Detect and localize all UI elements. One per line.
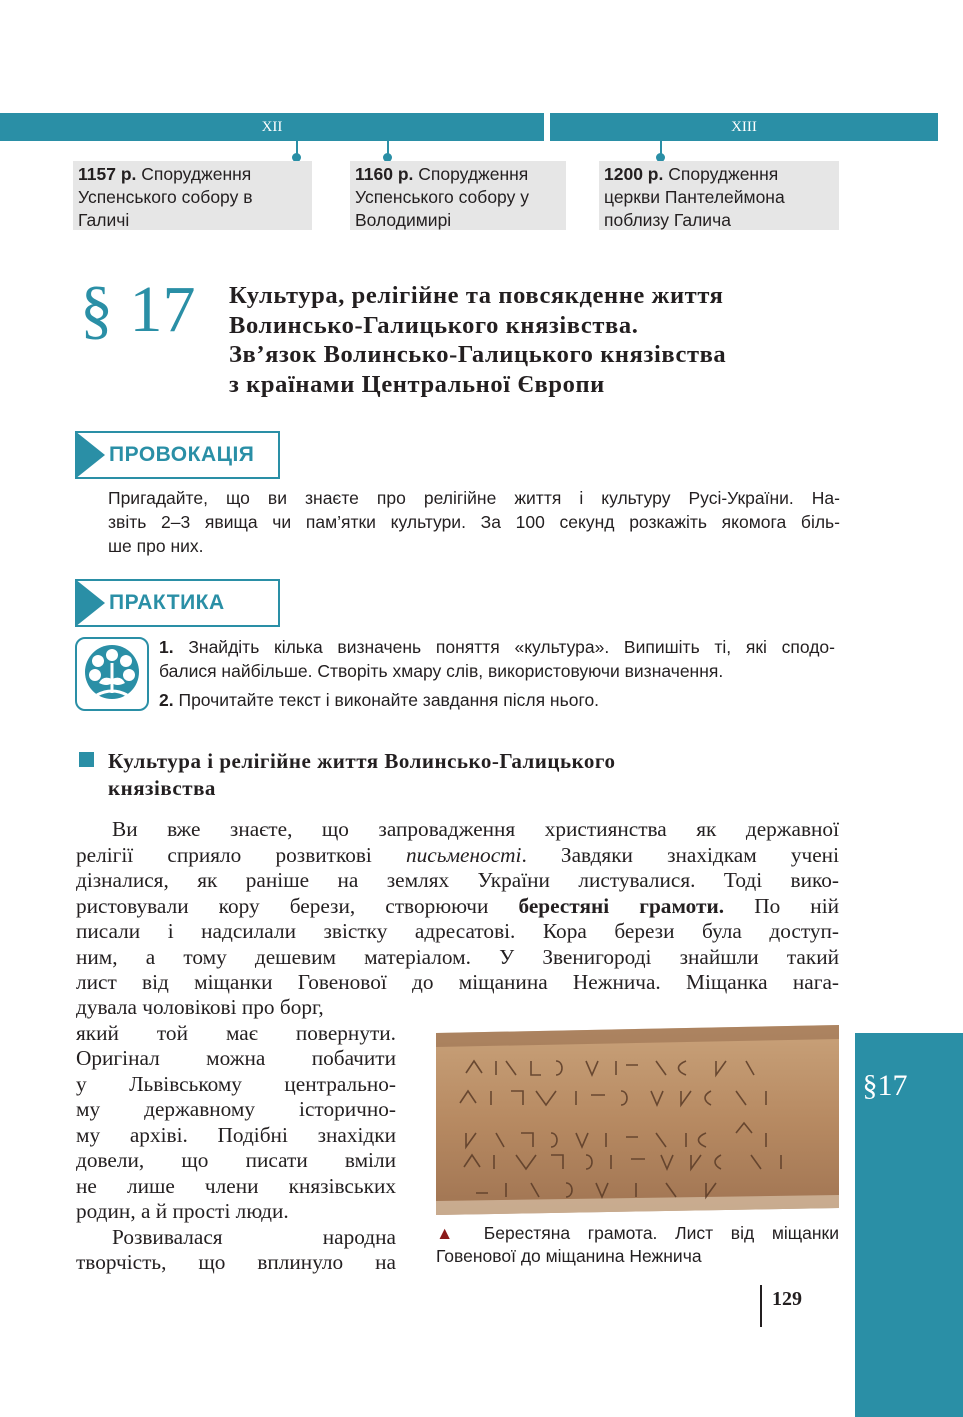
event-text: церкви Пантелеймона [604, 187, 785, 207]
body-line: Ви вже знаєте, що запровадження християнства як державної [112, 817, 839, 841]
body-line: Розвивалася народна [112, 1224, 396, 1249]
page-number-divider [760, 1285, 762, 1327]
body-line: писали і надсилали звістку адресатові. Кора берези була доступ- [76, 919, 839, 943]
body-line: дізналися, як раніше на землях України листувалися. Тоді вико- [76, 868, 839, 892]
practice-label-box [75, 579, 280, 627]
paragraph-number: § 17 [80, 273, 196, 346]
task-number: 2. [159, 690, 174, 710]
body-paragraph-1 [76, 817, 839, 996]
paragraph-title-line: Зв’язок Волинсько-Галицького князівства [229, 341, 727, 368]
body-line: довели, що писати вміли [76, 1148, 396, 1172]
practice-label: ПРАКТИКА [109, 591, 225, 614]
tree-of-knowledge-icon [75, 637, 149, 711]
timeline-event-1160 [350, 161, 566, 230]
body-line: Оригінал можна побачити [76, 1046, 396, 1070]
timeline-century-bar-right [550, 113, 938, 141]
century-label-left: XII [261, 119, 283, 135]
body-line: релігії сприяло розвиткові письменості. Завдяки знахідкам учені [76, 842, 839, 867]
event-year: 1200 р. [604, 164, 664, 184]
event-text: Володимирі [355, 210, 452, 230]
event-year: 1157 р. [78, 164, 137, 184]
body-line: му архіві. Подібні знахідки [76, 1122, 396, 1147]
arrow-flag-icon [75, 579, 105, 627]
event-text: Успенського собору в [78, 187, 253, 207]
body-line: дувала чоловікові про борг, [76, 995, 324, 1019]
provocation-line: звіть 2–3 явища чи пам’ятки культури. За 100 секунд розкажіть якомога біль- [108, 512, 840, 532]
body-line: творчість, що вплинуло на [76, 1250, 396, 1274]
century-label-right: XIII [731, 119, 757, 135]
event-text: Спорудження [668, 164, 779, 184]
arrow-flag-icon [75, 431, 105, 479]
body-line: не лише члени князівських [76, 1173, 396, 1198]
paragraph-title-line: Волинсько-Галицького князівства. [229, 311, 639, 339]
subsection-title: Культура і релігійне життя Волинсько-Галицького князівства [108, 749, 616, 800]
timeline-event-1200 [599, 161, 839, 230]
paragraph-title [229, 281, 849, 399]
birch-bark-letter-image [436, 1025, 839, 1215]
side-tab-label: §17 [862, 1069, 908, 1102]
timeline-century-bar-left [0, 113, 544, 141]
provocation-label: ПРОВОКАЦІЯ [109, 443, 255, 466]
practice-task-1-line2: балися найбільше. Створіть хмару слів, використовуючи визначення. [159, 661, 724, 681]
up-arrow-icon: ▲ [436, 1223, 467, 1243]
paragraph-title-line: з країнами Центральної Європи [229, 370, 605, 398]
body-paragraph-narrow [76, 995, 396, 1276]
event-text: поблизу Галича [604, 210, 731, 230]
event-text: Успенського собору у [355, 187, 529, 207]
paragraph-title-line: Культура, релігійне та повсякденне життя [229, 282, 724, 309]
provocation-text [108, 486, 840, 558]
body-line: лист від міщанки Говенової до міщанина Нежнича. Міщанка нага- [76, 970, 839, 994]
task-number: 1. [159, 637, 174, 657]
side-section-tab [855, 1033, 963, 1417]
provocation-line: ше про них. [108, 536, 204, 556]
subsection-marker [79, 752, 94, 767]
body-line: ристовували кору берези, створюючи берестяні грамоти. По ній [76, 893, 840, 918]
provocation-label-box [75, 431, 280, 479]
body-line: му державному історично- [76, 1097, 396, 1121]
practice-task-1-line1: 1. Знайдіть кілька визначень поняття «культура». Випишіть ті, які сподо- [159, 637, 835, 657]
body-line: у Львівському центрально- [76, 1071, 396, 1096]
event-text: Галичі [78, 210, 130, 230]
practice-task-2: 2. Прочитайте текст і виконайте завдання після нього. [159, 690, 600, 710]
body-line: ним, а тому дешевим матеріалом. У Звенигороді знайшли такий [76, 944, 839, 969]
page-number: 129 [772, 1288, 802, 1310]
event-text: Спорудження [141, 164, 252, 184]
timeline-event-1157 [73, 161, 312, 230]
provocation-line: Пригадайте, що ви знаєте про релігійне життя і культуру Русі-України. На- [108, 488, 840, 508]
practice-tasks [159, 635, 835, 712]
body-line: родин, а й прості люди. [76, 1199, 289, 1223]
body-line: який той має повернути. [76, 1020, 396, 1045]
event-year: 1160 р. [355, 164, 414, 184]
figure-caption: ▲ Берестяна грамота. Лист від міщанки Говенової до міщанина Нежнича [436, 1223, 839, 1266]
event-text: Спорудження [418, 164, 529, 184]
